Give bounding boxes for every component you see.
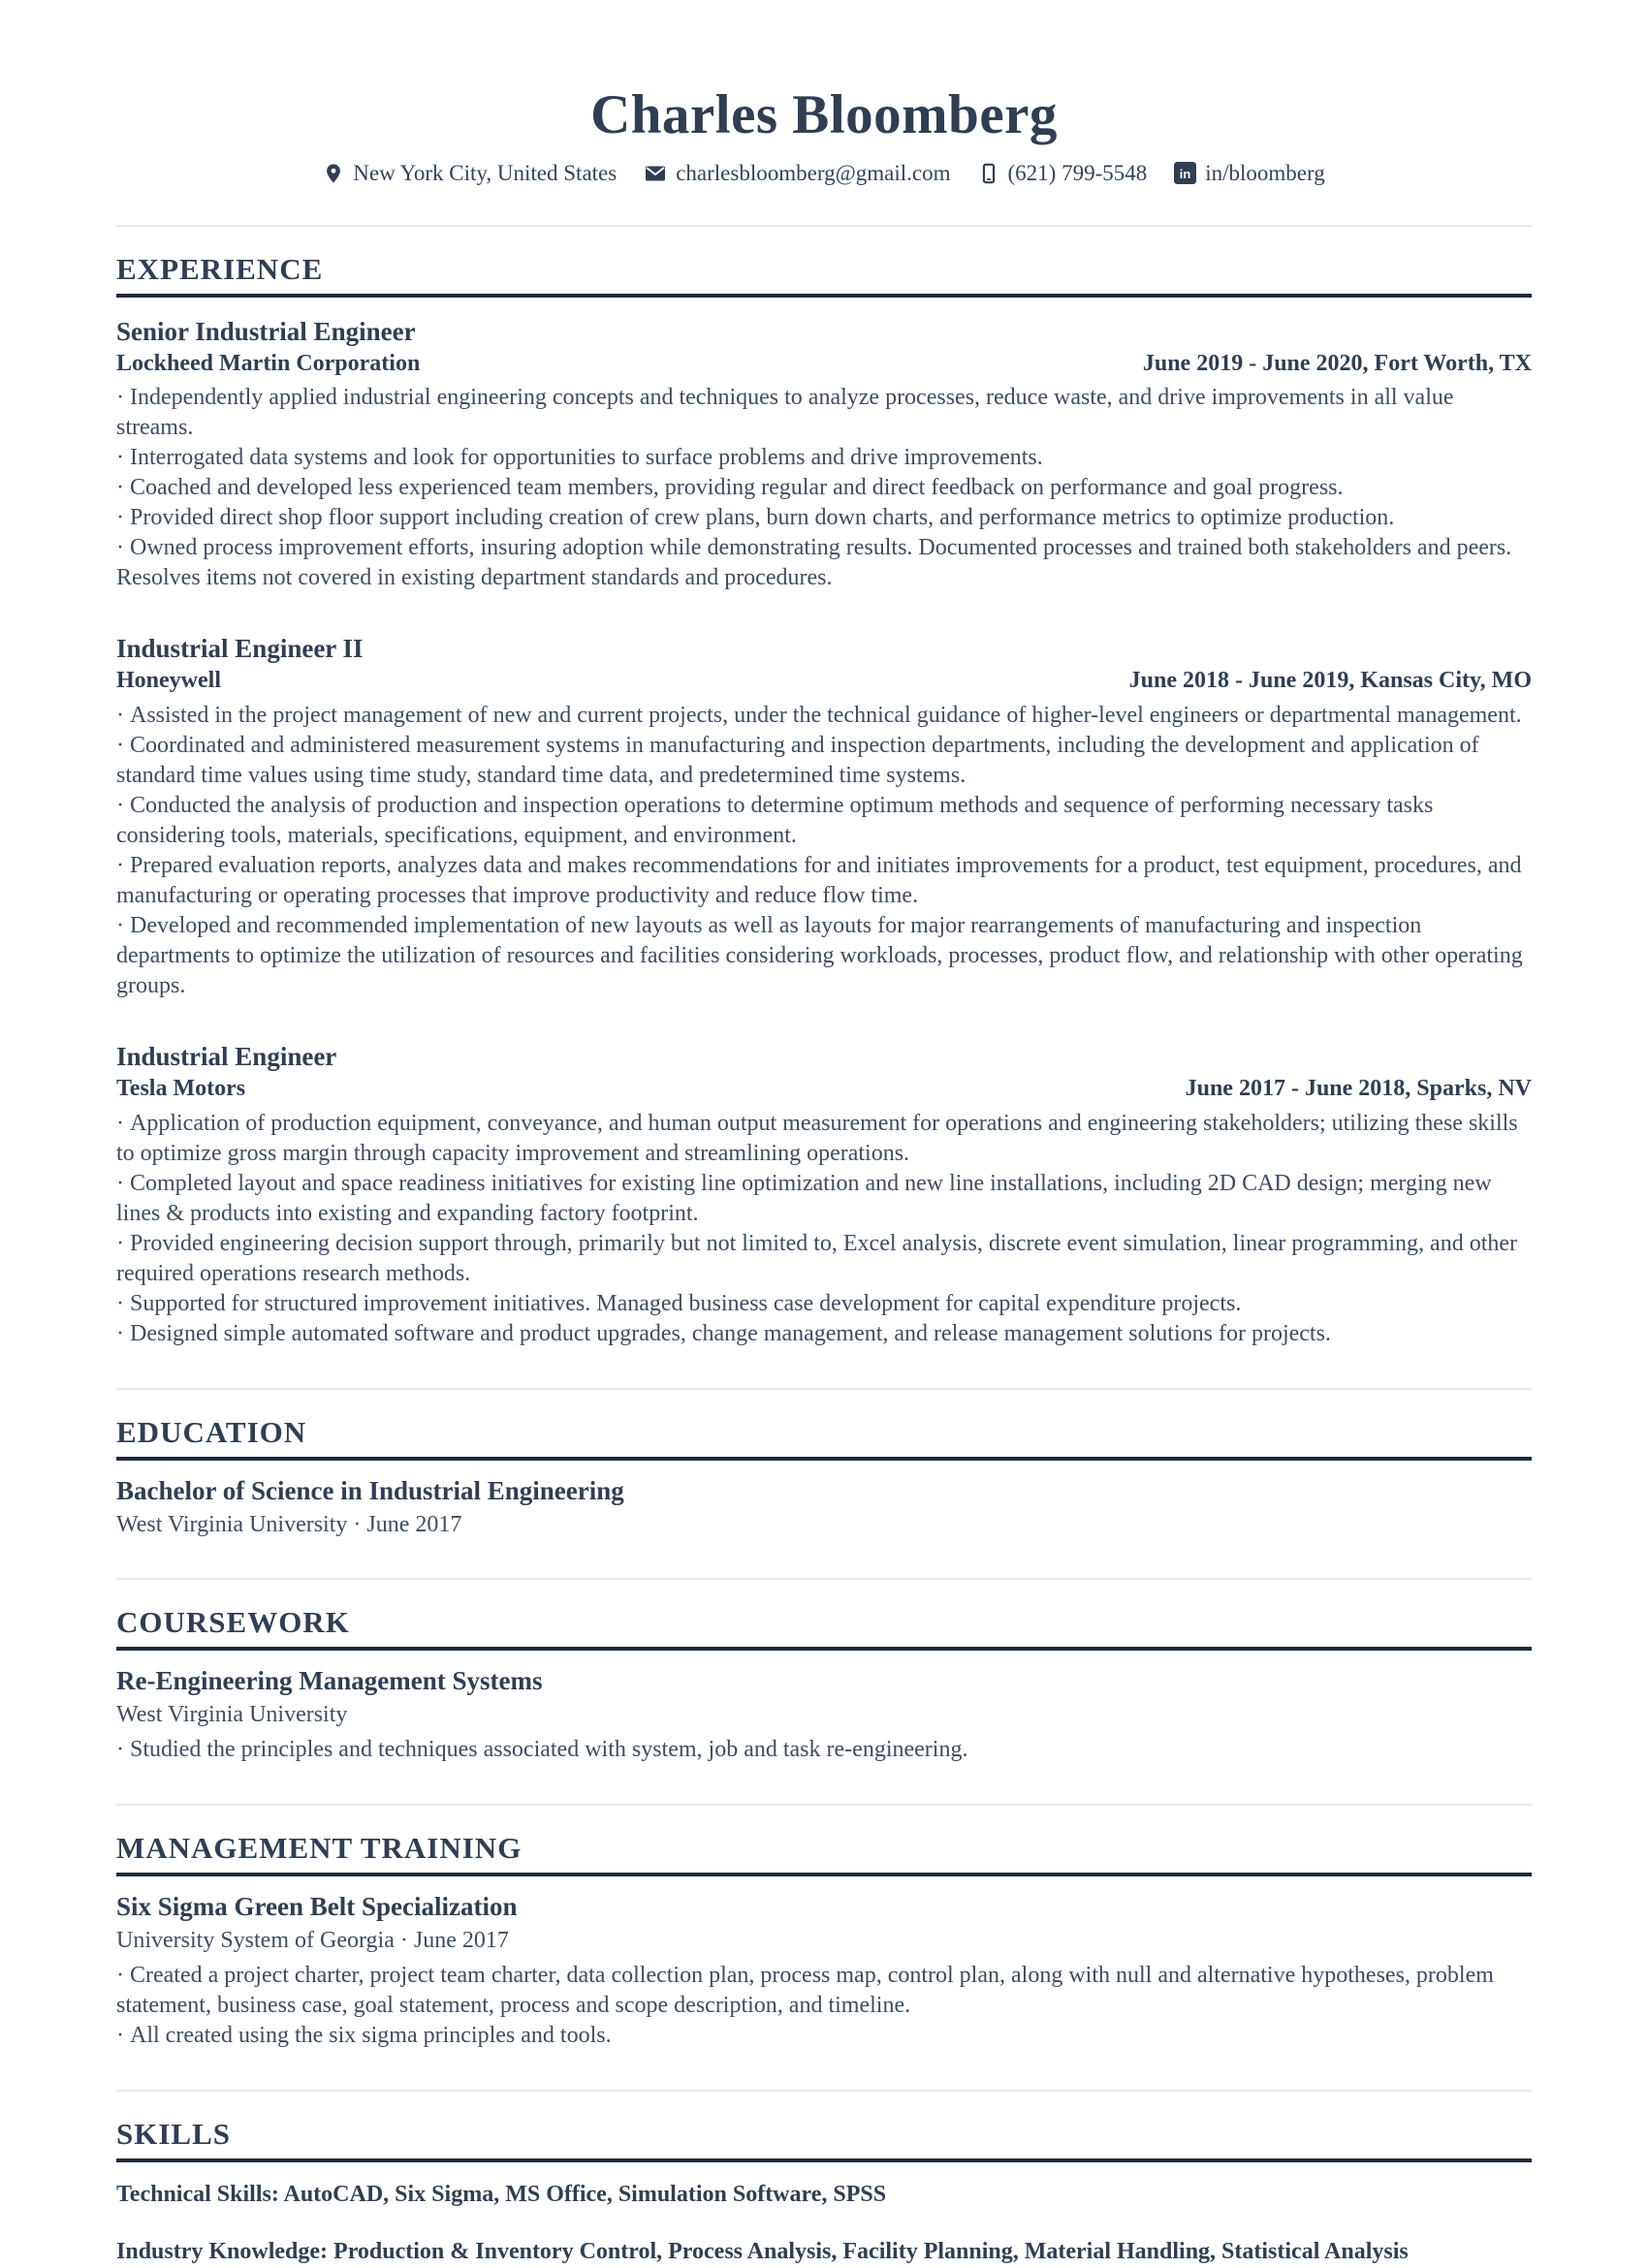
- email-icon: [644, 162, 667, 185]
- contact-email: [644, 161, 950, 186]
- page-content: [116, 0, 1532, 2268]
- training-bullet-list: [116, 1961, 1532, 2051]
- linkedin-icon: [1174, 162, 1196, 184]
- contact-phone-text: (621) 799-5548: [1007, 160, 1148, 185]
- section-title-skills: SKILLS: [116, 2117, 1532, 2162]
- job-bullet: · Interrogated data systems and look for opportunities to surface problems and drive improvements.: [116, 443, 1532, 473]
- job-bullet: · Provided direct shop floor support including creation of crew plans, burn down charts, and performance metrics to optimize production.: [116, 503, 1532, 533]
- job-company: Honeywell: [116, 668, 221, 694]
- training-bullet: · Created a project charter, project team charter, data collection plan, process map, control plan, along with null and alternative hypotheses, problem statement, business case, goal statement, process and scope description, and timeline.: [116, 1961, 1532, 2021]
- training-bullet: · All created using the six sigma principles and tools.: [116, 2021, 1532, 2051]
- job-dates-location: June 2017 - June 2018, Sparks, NV: [1185, 1076, 1532, 1102]
- job-subline: [116, 1075, 1532, 1103]
- job-bullet: · Application of production equipment, conveyance, and human output measurement for operations and engineering stakeholders; utilizing these skills to optimize gross margin through capacity improvement and streamlining operations.: [116, 1109, 1532, 1169]
- section-title-coursework: COURSEWORK: [116, 1605, 1532, 1651]
- coursework-school: West Virginia University: [116, 1702, 348, 1728]
- location-pin-icon: [323, 162, 344, 185]
- job-title: Industrial Engineer: [116, 1042, 337, 1072]
- program-title: Six Sigma Green Belt Specialization: [116, 1892, 518, 1922]
- section-skills: [116, 2090, 1532, 2267]
- section-management-training: [116, 1804, 1532, 2051]
- school-name: West Virginia University: [116, 1512, 348, 1538]
- industry-knowledge-line: Industry Knowledge: Production & Inventory Control, Process Analysis, Facility Planning, Material Handling, Statistical Analysis: [116, 2239, 1409, 2265]
- job-title: Industrial Engineer II: [116, 634, 364, 664]
- job-company: Tesla Motors: [116, 1076, 246, 1102]
- job-bullet-list: [116, 701, 1532, 1001]
- job-dates-location: June 2018 - June 2019, Kansas City, MO: [1128, 668, 1532, 694]
- job-dates-location: June 2019 - June 2020, Fort Worth, TX: [1142, 350, 1532, 376]
- job-bullet-list: [116, 383, 1532, 593]
- job-company: Lockheed Martin Corporation: [116, 350, 421, 376]
- job-bullet: · Owned process improvement efforts, insuring adoption while demonstrating results. Documented processes and trained both stakeholders and peers. Resolves items not covered in existing department standards and procedures.: [116, 533, 1532, 593]
- training-entry: [116, 1892, 1532, 2051]
- phone-icon: [978, 162, 999, 185]
- section-education: [116, 1388, 1532, 1539]
- training-subline: [116, 1926, 1532, 1955]
- job-subline: [116, 350, 1532, 378]
- training-org: University System of Georgia: [116, 1928, 395, 1954]
- contact-linkedin-text: in/bloomberg: [1205, 160, 1325, 185]
- job-bullet: · Completed layout and space readiness initiatives for existing line optimization and new line installations, including 2D CAD design; merging new lines & products into existing and expanding factory footprint.: [116, 1169, 1532, 1229]
- section-title-education: EDUCATION: [116, 1415, 1532, 1461]
- section-title-management-training: MANAGEMENT TRAINING: [116, 1831, 1532, 1876]
- contact-email-text: charlesbloomberg@gmail.com: [676, 160, 951, 185]
- technical-skills-line: Technical Skills: AutoCAD, Six Sigma, MS Office, Simulation Software, SPSS: [116, 2182, 887, 2208]
- job-bullet: · Provided engineering decision support through, primarily but not limited to, Excel analysis, discrete event simulation, linear programming, and other required operations research methods.: [116, 1229, 1532, 1289]
- contact-phone: [978, 161, 1148, 186]
- job-subline: [116, 667, 1532, 695]
- svg-text:in: in: [1179, 166, 1191, 181]
- job-bullet: · Developed and recommended implementation of new layouts as well as layouts for major rearrangements of manufacturing and inspection departments to optimize the utilization of resources and facilities considering workloads, processes, product flow, and relationship with other operating groups.: [116, 911, 1532, 1001]
- section-experience: [116, 225, 1532, 1350]
- degree-title: Bachelor of Science in Industrial Engineering: [116, 1476, 624, 1506]
- graduation-date: June 2017: [366, 1512, 462, 1538]
- job-title: Senior Industrial Engineer: [116, 316, 416, 346]
- resume-header: [116, 83, 1532, 186]
- coursework-bullet-list: [116, 1735, 1532, 1765]
- education-entry: [116, 1476, 1532, 1539]
- job-bullet: · Independently applied industrial engineering concepts and techniques to analyze processes, reduce waste, and drive improvements in all value streams.: [116, 383, 1532, 443]
- job-bullet: · Designed simple automated software and product upgrades, change management, and release management solutions for projects.: [116, 1319, 1532, 1349]
- job-bullet-list: [116, 1109, 1532, 1349]
- job-bullet: · Conducted the analysis of production and inspection operations to determine optimum methods and sequence of performing necessary tasks considering tools, materials, specifications, equipment, and environment.: [116, 791, 1532, 851]
- section-title-experience: EXPERIENCE: [116, 252, 1532, 298]
- course-title: Re-Engineering Management Systems: [116, 1666, 543, 1696]
- contact-bar: [116, 161, 1532, 186]
- coursework-entry: [116, 1666, 1532, 1765]
- job-entry: [116, 317, 1532, 594]
- candidate-name: Charles Bloomberg: [590, 84, 1058, 145]
- training-date: June 2017: [413, 1928, 509, 1954]
- coursework-bullet: · Studied the principles and techniques associated with system, job and task re-engineering.: [116, 1735, 1532, 1765]
- job-entry: [116, 1042, 1532, 1349]
- contact-location-text: New York City, United States: [353, 160, 618, 185]
- contact-location: [323, 161, 617, 186]
- contact-linkedin: [1174, 161, 1325, 186]
- dot-separator: [400, 1928, 408, 1953]
- job-bullet: · Supported for structured improvement initiatives. Managed business case development for capital expenditure projects.: [116, 1289, 1532, 1319]
- job-bullet: · Assisted in the project management of new and current projects, under the technical guidance of higher-level engineers or departmental management.: [116, 701, 1532, 731]
- job-bullet: · Prepared evaluation reports, analyzes data and makes recommendations for and initiates improvements for a product, test equipment, procedures, and manufacturing or operating processes that improve productivity and reduce flow time.: [116, 851, 1532, 911]
- dot-separator: [353, 1512, 361, 1537]
- job-entry: [116, 634, 1532, 1001]
- section-coursework: [116, 1578, 1532, 1765]
- job-bullet: · Coached and developed less experienced team members, providing regular and direct feedback on performance and goal progress.: [116, 473, 1532, 503]
- education-subline: [116, 1510, 1532, 1539]
- job-bullet: · Coordinated and administered measurement systems in manufacturing and inspection departments, including the development and application of standard time values using time study, standard time data, and predetermined time systems.: [116, 731, 1532, 791]
